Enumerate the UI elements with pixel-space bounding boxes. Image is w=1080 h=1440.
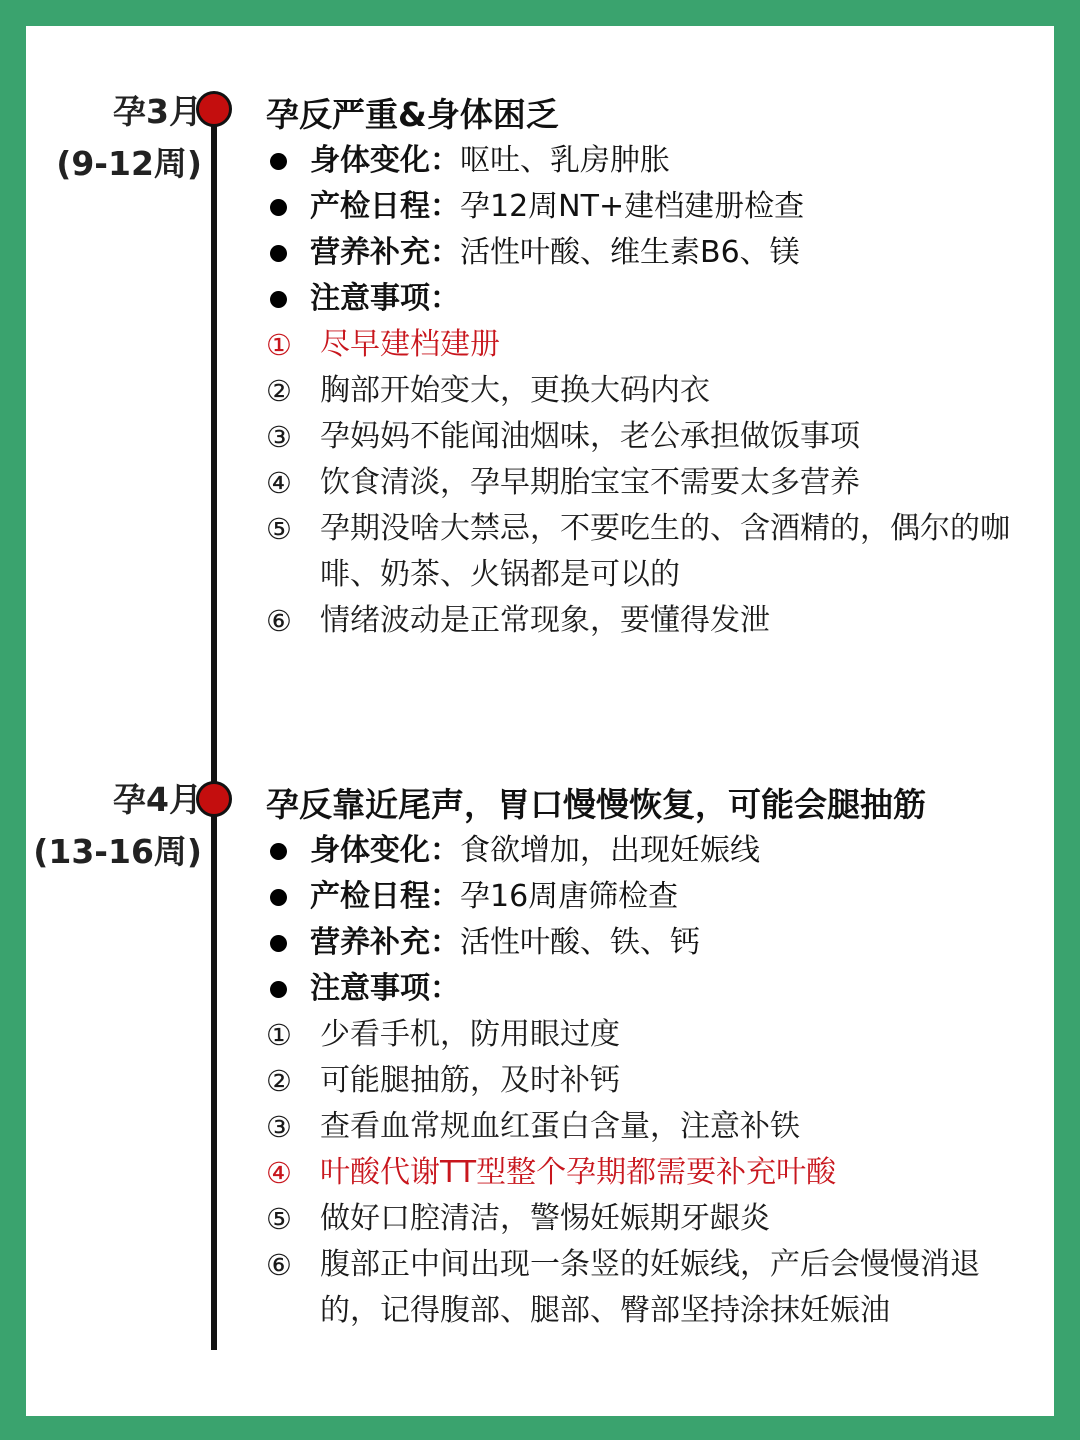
note-text: 叶酸代谢TT型整个孕期都需要补充叶酸 — [320, 1155, 837, 1190]
note-item — [266, 1242, 1046, 1334]
note-item — [266, 322, 1046, 368]
bullet-notes-heading — [266, 276, 1046, 322]
note-text: 孕期没啥大禁忌，不要吃生的、含酒精的，偶尔的咖啡、奶茶、火锅都是可以的 — [320, 511, 1010, 592]
note-item — [266, 460, 1046, 506]
bullet-nutrition — [266, 230, 1046, 276]
note-item — [266, 1012, 1046, 1058]
bullet-notes-heading — [266, 966, 1046, 1012]
note-text: 孕妈妈不能闻油烟味，老公承担做饭事项 — [320, 419, 860, 454]
note-number: ③ — [266, 1110, 292, 1144]
bullet-label: 注意事项： — [310, 281, 460, 316]
note-number: ⑥ — [266, 604, 292, 638]
note-number: ① — [266, 328, 292, 362]
section-title: 孕反靠近尾声，胃口慢慢恢复，可能会腿抽筋 — [266, 785, 926, 824]
note-number: ③ — [266, 420, 292, 454]
bullet-dot-icon — [270, 291, 287, 308]
bullet-label: 营养补充： — [310, 925, 460, 960]
note-text: 做好口腔清洁，警惕妊娠期牙龈炎 — [320, 1201, 770, 1236]
section-month-4 — [266, 782, 1046, 1334]
note-text: 情绪波动是正常现象，要懂得发泄 — [320, 603, 770, 638]
note-item — [266, 1104, 1046, 1150]
note-number: ④ — [266, 466, 292, 500]
bullet-body-change — [266, 138, 1046, 184]
bullet-value: 呕吐、乳房肿胀 — [460, 143, 670, 178]
bullet-value: 活性叶酸、铁、钙 — [460, 925, 700, 960]
note-number: ⑤ — [266, 1202, 292, 1236]
bullet-label: 注意事项： — [310, 971, 460, 1006]
bullet-dot-icon — [270, 981, 287, 998]
bullet-value: 活性叶酸、维生素B6、镁 — [460, 235, 800, 270]
note-text: 腹部正中间出现一条竖的妊娠线，产后会慢慢消退的，记得腹部、腿部、臀部坚持涂抹妊娠油 — [320, 1247, 980, 1328]
note-item — [266, 1058, 1046, 1104]
note-number: ② — [266, 374, 292, 408]
note-item — [266, 598, 1046, 644]
period-name: 孕3月 — [113, 92, 202, 131]
bullet-dot-icon — [270, 199, 287, 216]
bullet-dot-icon — [270, 889, 287, 906]
note-text: 胸部开始变大，更换大码内衣 — [320, 373, 710, 408]
note-text: 可能腿抽筋，及时补钙 — [320, 1063, 620, 1098]
note-text: 饮食清淡，孕早期胎宝宝不需要太多营养 — [320, 465, 860, 500]
period-label-month-4 — [33, 774, 202, 878]
bullet-label: 产检日程： — [310, 189, 460, 224]
bullet-body-change — [266, 828, 1046, 874]
bullet-value: 孕16周唐筛检查 — [460, 879, 679, 914]
bullet-checkup-schedule — [266, 874, 1046, 920]
bullet-label: 身体变化： — [310, 833, 460, 868]
bullet-dot-icon — [270, 935, 287, 952]
section-month-3 — [266, 92, 1046, 644]
bullet-checkup-schedule — [266, 184, 1046, 230]
note-item — [266, 506, 1046, 598]
note-number: ⑥ — [266, 1248, 292, 1282]
bullet-value: 孕12周NT+建档建册检查 — [460, 189, 805, 224]
note-number: ④ — [266, 1156, 292, 1190]
bullet-value: 食欲增加，出现妊娠线 — [460, 833, 760, 868]
note-text: 少看手机，防用眼过度 — [320, 1017, 620, 1052]
section-title: 孕反严重&身体困乏 — [266, 95, 559, 134]
note-item — [266, 1196, 1046, 1242]
bullet-nutrition — [266, 920, 1046, 966]
bullet-dot-icon — [270, 245, 287, 262]
note-text: 查看血常规血红蛋白含量，注意补铁 — [320, 1109, 800, 1144]
period-weeks: (13-16周) — [33, 832, 202, 871]
note-text: 尽早建档建册 — [320, 327, 500, 362]
note-item — [266, 1150, 1046, 1196]
period-weeks: (9-12周) — [56, 144, 202, 183]
note-number: ⑤ — [266, 512, 292, 546]
note-number: ② — [266, 1064, 292, 1098]
bullet-label: 身体变化： — [310, 143, 460, 178]
period-name: 孕4月 — [113, 780, 202, 819]
bullet-label: 产检日程： — [310, 879, 460, 914]
bullet-dot-icon — [270, 843, 287, 860]
timeline-line — [211, 110, 217, 1350]
period-label-month-3 — [56, 86, 202, 190]
bullet-dot-icon — [270, 153, 287, 170]
bullet-label: 营养补充： — [310, 235, 460, 270]
note-item — [266, 414, 1046, 460]
note-item — [266, 368, 1046, 414]
note-number: ① — [266, 1018, 292, 1052]
